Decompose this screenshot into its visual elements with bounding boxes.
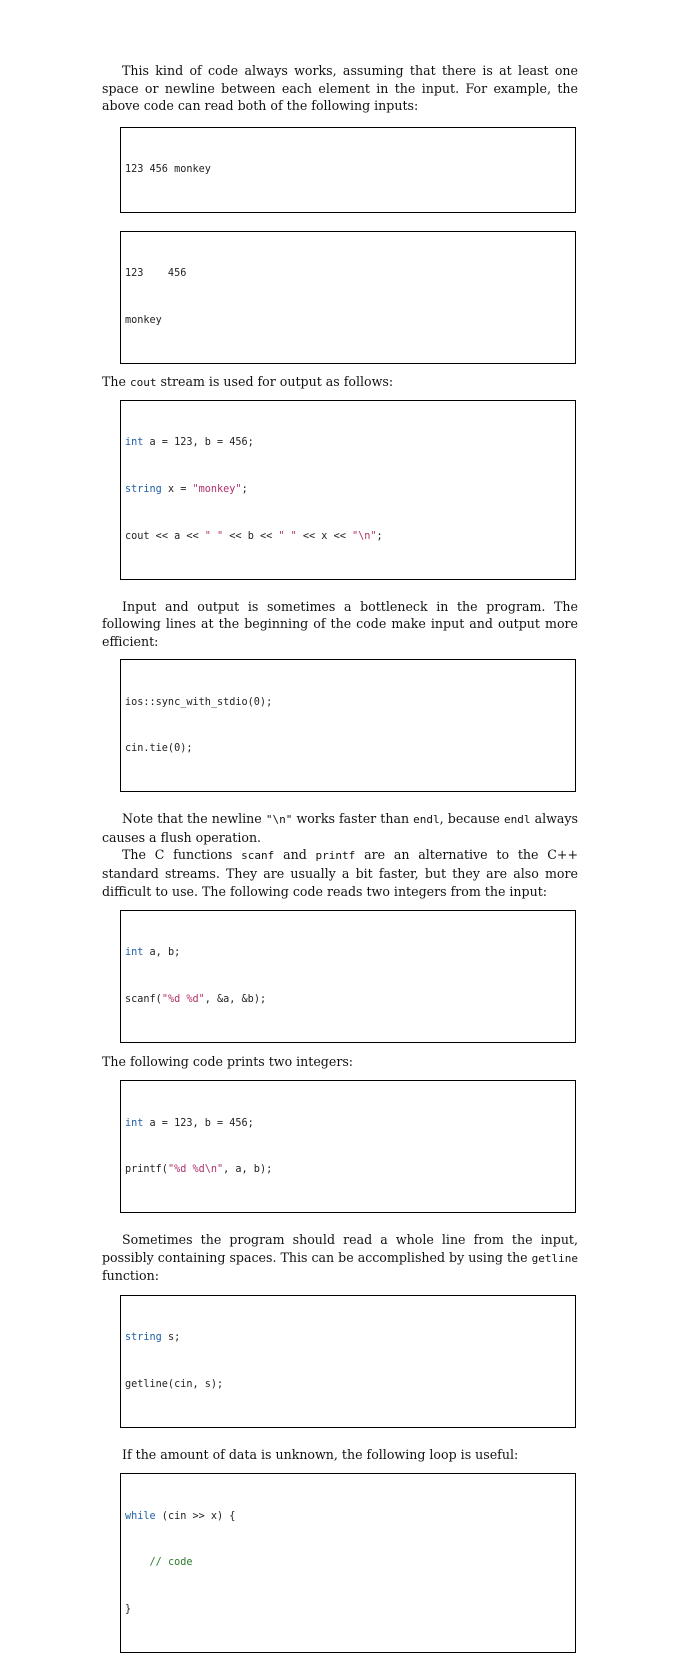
code-block-getline-example [120, 1295, 576, 1428]
paragraph-input-explanation: This kind of code always works, assuming that there is at least one space or newline between each element in the input. For example, the above code can read both of the following inputs: [102, 63, 578, 114]
code-line: int a, b; [125, 947, 181, 959]
code-line: cout << a << " " << b << " " << x << "\n"; [125, 530, 383, 542]
code-line: cin.tie(0); [125, 743, 193, 755]
code-line: monkey [125, 314, 162, 326]
code-line: getline(cin, s); [125, 1378, 224, 1390]
code-line: 123 456 monkey [125, 163, 211, 175]
code-line: printf("%d %d\n", a, b); [125, 1164, 273, 1176]
code-line: 123 456 [125, 267, 187, 279]
code-block-cout-example [120, 400, 576, 580]
paragraph-cout-intro: The cout stream is used for output as follows: [102, 373, 394, 389]
paragraph-loop-intro: If the amount of data is unknown, the following loop is useful: [122, 1446, 519, 1462]
code-block-input-example-1 [120, 127, 576, 213]
paragraph-getline-intro: Sometimes the program should read a whole line from the input, possibly containing spaces. This can be accomplished by using the getline function: [102, 1232, 578, 1284]
code-line: int a = 123, b = 456; [125, 437, 254, 449]
code-block-sync-example [120, 659, 576, 792]
inline-code: cout [129, 375, 157, 389]
code-line: string x = "monkey"; [125, 484, 248, 496]
document-page [102, 62, 578, 1653]
code-line: int a = 123, b = 456; [125, 1117, 254, 1129]
paragraph-printf-intro: The following code prints two integers: [102, 1053, 354, 1069]
code-line: scanf("%d %d", &a, &b); [125, 994, 267, 1006]
code-block-scanf-example [120, 910, 576, 1043]
code-block-input-example-2 [120, 231, 576, 364]
code-line: while (cin >> x) { [125, 1510, 236, 1522]
code-block-while-loop [120, 1473, 576, 1653]
paragraph-newline-note: Note that the newline "\n" works faster than endl, because endl always causes a flush operation. [102, 811, 578, 845]
paragraph-io-efficiency: Input and output is sometimes a bottleneck in the program. The following lines at the beginning of the code make input and output more efficient: [102, 598, 578, 649]
code-block-printf-example [120, 1080, 576, 1213]
paragraph-scanf-printf: The C functions scanf and printf are an alternative to the C++ standard streams. They are usually a bit faster, but they are also more difficult to use. The following code reads two integers from the input: [102, 847, 578, 899]
code-line: } [125, 1604, 132, 1616]
code-line: // code [149, 1557, 193, 1569]
code-line: string s; [125, 1332, 181, 1344]
code-line: ios::sync_with_stdio(0); [125, 696, 273, 708]
